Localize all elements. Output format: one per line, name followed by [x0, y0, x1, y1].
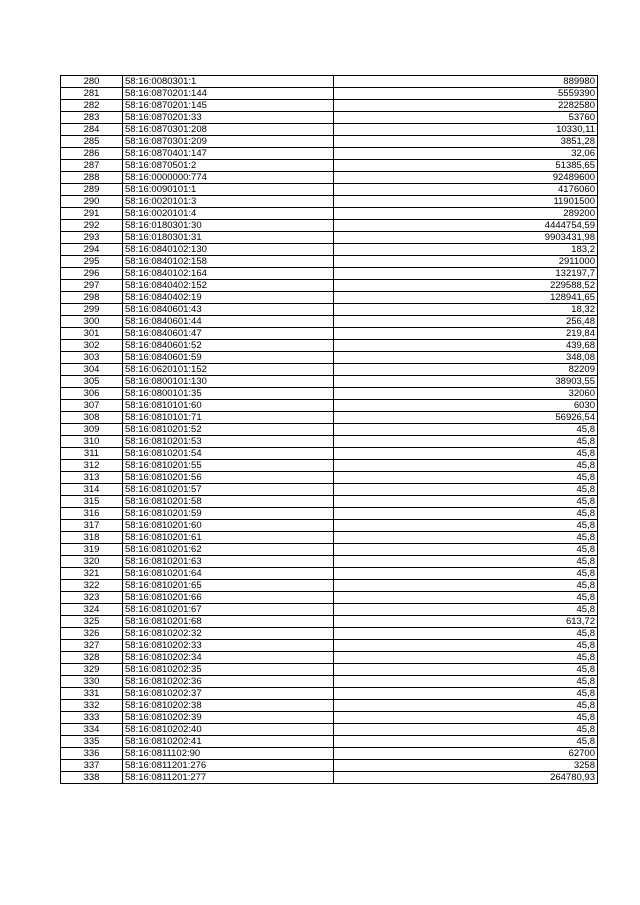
cadastral-value: 348,08	[334, 352, 598, 364]
cadastral-value: 45,8	[334, 724, 598, 736]
cadastral-value: 45,8	[334, 712, 598, 724]
cadastral-value: 45,8	[334, 664, 598, 676]
row-number: 320	[61, 556, 123, 568]
cadastral-value: 9903431,98	[334, 232, 598, 244]
table-row	[61, 700, 598, 712]
cadastral-value: 45,8	[334, 736, 598, 748]
row-number: 297	[61, 280, 123, 292]
cadastral-value: 229588,52	[334, 280, 598, 292]
cadastral-value: 3258	[334, 760, 598, 772]
table-body	[61, 76, 598, 784]
row-number: 328	[61, 652, 123, 664]
table-row	[61, 160, 598, 172]
cadastral-value: 45,8	[334, 472, 598, 484]
table-row	[61, 328, 598, 340]
cadastral-value: 45,8	[334, 544, 598, 556]
cadastral-number: 58:16:0840601:59	[123, 352, 334, 364]
cadastral-number: 58:16:0000000:774	[123, 172, 334, 184]
table-row	[61, 376, 598, 388]
cadastral-value: 264780,93	[334, 772, 598, 784]
row-number: 332	[61, 700, 123, 712]
row-number: 308	[61, 412, 123, 424]
table-row	[61, 532, 598, 544]
table-row	[61, 712, 598, 724]
row-number: 302	[61, 340, 123, 352]
cadastral-number: 58:16:0840102:158	[123, 256, 334, 268]
table-row	[61, 664, 598, 676]
row-number: 321	[61, 568, 123, 580]
cadastral-number: 58:16:0811201:277	[123, 772, 334, 784]
cadastral-number: 58:16:0811201:276	[123, 760, 334, 772]
cadastral-number: 58:16:0180301:30	[123, 220, 334, 232]
cadastral-number: 58:16:0810201:59	[123, 508, 334, 520]
row-number: 309	[61, 424, 123, 436]
row-number: 311	[61, 448, 123, 460]
cadastral-number: 58:16:0810202:41	[123, 736, 334, 748]
row-number: 318	[61, 532, 123, 544]
cadastral-number: 58:16:0810202:33	[123, 640, 334, 652]
table-row	[61, 76, 598, 88]
cadastral-number: 58:16:0870301:208	[123, 124, 334, 136]
table-row	[61, 124, 598, 136]
table-row	[61, 448, 598, 460]
table-row	[61, 652, 598, 664]
cadastral-number: 58:16:0810202:40	[123, 724, 334, 736]
cadastral-value: 289200	[334, 208, 598, 220]
cadastral-number: 58:16:0810101:60	[123, 400, 334, 412]
cadastral-value: 18,32	[334, 304, 598, 316]
cadastral-number: 58:16:0810101:71	[123, 412, 334, 424]
cadastral-value: 45,8	[334, 652, 598, 664]
table-row	[61, 772, 598, 784]
cadastral-number: 58:16:0810202:38	[123, 700, 334, 712]
cadastral-number: 58:16:0020101:4	[123, 208, 334, 220]
table-row	[61, 184, 598, 196]
row-number: 329	[61, 664, 123, 676]
cadastral-value: 32060	[334, 388, 598, 400]
cadastral-value: 45,8	[334, 556, 598, 568]
table-row	[61, 424, 598, 436]
cadastral-value: 38903,55	[334, 376, 598, 388]
cadastral-value: 5559390	[334, 88, 598, 100]
cadastral-number: 58:16:0840102:130	[123, 244, 334, 256]
cadastral-number: 58:16:0810201:56	[123, 472, 334, 484]
row-number: 301	[61, 328, 123, 340]
table-row	[61, 304, 598, 316]
row-number: 330	[61, 676, 123, 688]
cadastral-number: 58:16:0810201:63	[123, 556, 334, 568]
cadastral-number: 58:16:0810201:57	[123, 484, 334, 496]
cadastral-number: 58:16:0840402:19	[123, 292, 334, 304]
row-number: 324	[61, 604, 123, 616]
table-row	[61, 484, 598, 496]
cadastral-number: 58:16:0810201:66	[123, 592, 334, 604]
table-row	[61, 568, 598, 580]
row-number: 300	[61, 316, 123, 328]
cadastral-value: 3851,28	[334, 136, 598, 148]
row-number: 317	[61, 520, 123, 532]
row-number: 316	[61, 508, 123, 520]
cadastral-number: 58:16:0810201:58	[123, 496, 334, 508]
cadastral-number: 58:16:0810201:65	[123, 580, 334, 592]
table-row	[61, 208, 598, 220]
cadastral-value: 4444754,59	[334, 220, 598, 232]
cadastral-value: 10330,11	[334, 124, 598, 136]
cadastral-number: 58:16:0870401:147	[123, 148, 334, 160]
cadastral-number: 58:16:0810201:54	[123, 448, 334, 460]
cadastral-value: 132197,7	[334, 268, 598, 280]
row-number: 283	[61, 112, 123, 124]
cadastral-value: 45,8	[334, 424, 598, 436]
cadastral-number: 58:16:0620101:152	[123, 364, 334, 376]
cadastral-number: 58:16:0810202:39	[123, 712, 334, 724]
table-row	[61, 340, 598, 352]
cadastral-value: 2282580	[334, 100, 598, 112]
row-number: 314	[61, 484, 123, 496]
cadastral-number: 58:16:0840601:47	[123, 328, 334, 340]
cadastral-value: 56926,54	[334, 412, 598, 424]
table-row	[61, 244, 598, 256]
cadastral-number: 58:16:0090101:1	[123, 184, 334, 196]
table-row	[61, 640, 598, 652]
cadastral-value: 11901500	[334, 196, 598, 208]
cadastral-value: 45,8	[334, 448, 598, 460]
table-row	[61, 520, 598, 532]
cadastral-value: 53760	[334, 112, 598, 124]
cadastral-value: 439,68	[334, 340, 598, 352]
row-number: 336	[61, 748, 123, 760]
cadastral-value: 45,8	[334, 628, 598, 640]
table-row	[61, 736, 598, 748]
table-row	[61, 544, 598, 556]
row-number: 319	[61, 544, 123, 556]
row-number: 291	[61, 208, 123, 220]
table-row	[61, 88, 598, 100]
cadastral-number: 58:16:0840601:44	[123, 316, 334, 328]
cadastral-value: 32,06	[334, 148, 598, 160]
cadastral-value: 51385,65	[334, 160, 598, 172]
table-row	[61, 196, 598, 208]
cadastral-number: 58:16:0870501:2	[123, 160, 334, 172]
table-row	[61, 352, 598, 364]
cadastral-number: 58:16:0810201:55	[123, 460, 334, 472]
row-number: 282	[61, 100, 123, 112]
cadastral-number: 58:16:0800101:35	[123, 388, 334, 400]
row-number: 288	[61, 172, 123, 184]
table-row	[61, 136, 598, 148]
cadastral-value: 6030	[334, 400, 598, 412]
table-row	[61, 388, 598, 400]
cadastral-number: 58:16:0870201:144	[123, 88, 334, 100]
cadastral-value: 62700	[334, 748, 598, 760]
cadastral-number: 58:16:0810201:64	[123, 568, 334, 580]
row-number: 333	[61, 712, 123, 724]
row-number: 292	[61, 220, 123, 232]
cadastral-value: 45,8	[334, 508, 598, 520]
table-row	[61, 256, 598, 268]
row-number: 281	[61, 88, 123, 100]
cadastral-number: 58:16:0840102:164	[123, 268, 334, 280]
table-row	[61, 232, 598, 244]
cadastral-number: 58:16:0810202:32	[123, 628, 334, 640]
table-row	[61, 412, 598, 424]
row-number: 327	[61, 640, 123, 652]
table-row	[61, 220, 598, 232]
cadastral-number: 58:16:0180301:31	[123, 232, 334, 244]
cadastral-value: 45,8	[334, 592, 598, 604]
row-number: 312	[61, 460, 123, 472]
row-number: 303	[61, 352, 123, 364]
cadastral-value: 45,8	[334, 580, 598, 592]
table-row	[61, 760, 598, 772]
cadastral-number: 58:16:0810201:68	[123, 616, 334, 628]
cadastral-number: 58:16:0810201:61	[123, 532, 334, 544]
row-number: 310	[61, 436, 123, 448]
cadastral-value: 889980	[334, 76, 598, 88]
cadastral-number: 58:16:0810202:35	[123, 664, 334, 676]
row-number: 325	[61, 616, 123, 628]
table-row	[61, 676, 598, 688]
cadastral-value: 183,2	[334, 244, 598, 256]
table-row	[61, 316, 598, 328]
cadastral-number: 58:16:0810202:36	[123, 676, 334, 688]
cadastral-number: 58:16:0810201:60	[123, 520, 334, 532]
cadastral-number: 58:16:0810201:53	[123, 436, 334, 448]
table-row	[61, 556, 598, 568]
row-number: 307	[61, 400, 123, 412]
row-number: 306	[61, 388, 123, 400]
table-row	[61, 268, 598, 280]
row-number: 294	[61, 244, 123, 256]
cadastral-value: 613,72	[334, 616, 598, 628]
row-number: 322	[61, 580, 123, 592]
table-row	[61, 112, 598, 124]
cadastral-number: 58:16:0840601:52	[123, 340, 334, 352]
table-row	[61, 592, 598, 604]
table-row	[61, 724, 598, 736]
table-row	[61, 472, 598, 484]
table-row	[61, 616, 598, 628]
cadastral-value: 128941,65	[334, 292, 598, 304]
row-number: 315	[61, 496, 123, 508]
row-number: 335	[61, 736, 123, 748]
cadastral-value: 45,8	[334, 688, 598, 700]
table-row	[61, 292, 598, 304]
cadastral-number: 58:16:0810201:62	[123, 544, 334, 556]
table-row	[61, 688, 598, 700]
table-row	[61, 436, 598, 448]
table-row	[61, 100, 598, 112]
cadastral-value: 82209	[334, 364, 598, 376]
row-number: 295	[61, 256, 123, 268]
row-number: 334	[61, 724, 123, 736]
row-number: 287	[61, 160, 123, 172]
row-number: 323	[61, 592, 123, 604]
row-number: 298	[61, 292, 123, 304]
table-row	[61, 400, 598, 412]
cadastral-value: 45,8	[334, 676, 598, 688]
cadastral-number: 58:16:0080301:1	[123, 76, 334, 88]
table-row	[61, 580, 598, 592]
cadastral-value: 45,8	[334, 640, 598, 652]
cadastral-value: 45,8	[334, 568, 598, 580]
table-row	[61, 364, 598, 376]
table-row	[61, 460, 598, 472]
row-number: 289	[61, 184, 123, 196]
cadastral-value: 4176060	[334, 184, 598, 196]
cadastral-value: 2911000	[334, 256, 598, 268]
row-number: 285	[61, 136, 123, 148]
cadastral-value: 45,8	[334, 436, 598, 448]
cadastral-value: 45,8	[334, 520, 598, 532]
cadastral-value: 92489600	[334, 172, 598, 184]
row-number: 296	[61, 268, 123, 280]
cadastral-number: 58:16:0870301:209	[123, 136, 334, 148]
row-number: 331	[61, 688, 123, 700]
cadastral-value: 45,8	[334, 496, 598, 508]
cadastral-number: 58:16:0810201:52	[123, 424, 334, 436]
table-row	[61, 496, 598, 508]
row-number: 337	[61, 760, 123, 772]
table-row	[61, 604, 598, 616]
row-number: 299	[61, 304, 123, 316]
cadastral-number: 58:16:0810202:37	[123, 688, 334, 700]
table-row	[61, 628, 598, 640]
table-row	[61, 172, 598, 184]
cadastral-value: 219,84	[334, 328, 598, 340]
cadastral-value: 45,8	[334, 700, 598, 712]
cadastral-number: 58:16:0020101:3	[123, 196, 334, 208]
cadastral-number: 58:16:0840402:152	[123, 280, 334, 292]
row-number: 326	[61, 628, 123, 640]
cadastral-value: 256,48	[334, 316, 598, 328]
cadastral-number: 58:16:0870201:33	[123, 112, 334, 124]
cadastral-value: 45,8	[334, 460, 598, 472]
cadastral-value: 45,8	[334, 604, 598, 616]
row-number: 338	[61, 772, 123, 784]
cadastral-number: 58:16:0810202:34	[123, 652, 334, 664]
cadastral-number: 58:16:0811102:90	[123, 748, 334, 760]
row-number: 304	[61, 364, 123, 376]
table-row	[61, 748, 598, 760]
cadastral-number: 58:16:0840601:43	[123, 304, 334, 316]
row-number: 284	[61, 124, 123, 136]
cadastral-value-table	[60, 75, 598, 784]
row-number: 290	[61, 196, 123, 208]
cadastral-number: 58:16:0870201:145	[123, 100, 334, 112]
table-row	[61, 280, 598, 292]
row-number: 286	[61, 148, 123, 160]
table-row	[61, 148, 598, 160]
row-number: 305	[61, 376, 123, 388]
row-number: 280	[61, 76, 123, 88]
table-row	[61, 508, 598, 520]
cadastral-number: 58:16:0800101:130	[123, 376, 334, 388]
cadastral-value: 45,8	[334, 532, 598, 544]
cadastral-value: 45,8	[334, 484, 598, 496]
cadastral-number: 58:16:0810201:67	[123, 604, 334, 616]
row-number: 313	[61, 472, 123, 484]
row-number: 293	[61, 232, 123, 244]
